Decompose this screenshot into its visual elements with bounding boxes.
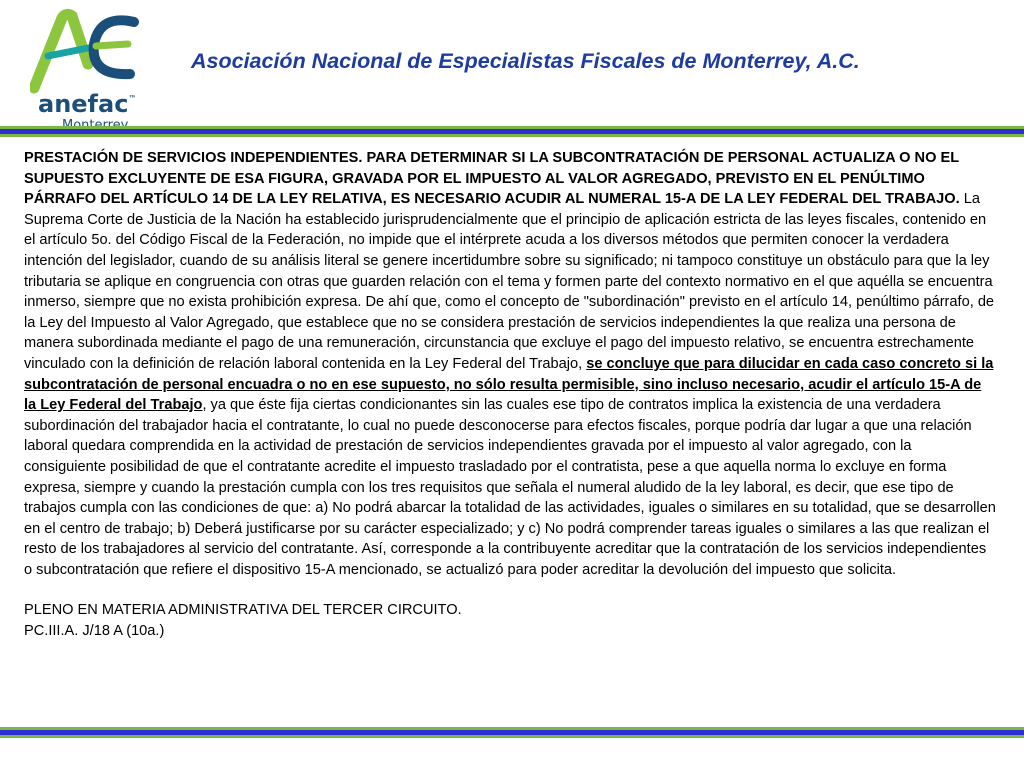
anefac-logo [30, 8, 150, 128]
thesis-paragraph [24, 148, 996, 580]
thesis-reference: PC.III.A. J/18 A (10a.) [24, 623, 165, 640]
thesis-text-1: La Suprema Corte de Justicia de la Nación ha establecido jurisprudencialmente que el principio de aplicación estricta de las leyes fiscales, contenido en el artículo 5o. del Código Fiscal de la Federación, no impide que el intérprete acuda a los diversos métodos que permiten conocer la verdadera intención del legislador, cuando de su análisis literal se genere incertidumbre sobre su significado; ni tampoco constituye un obstáculo para que la ley tributaria se aplique en congruencia con otras que guarden relación con el tema y formen parte del contexto normativo en el que aquélla se encuentra inmerso, siempre que no exista prohibición expresa. De ahí que, como el concepto de "subordinación" previsto en el artículo 14, penúltimo párrafo, de la Ley del Impuesto al Valor Agregado, que establece que no se considera prestación de servicios independientes la que realiza una persona de manera subordinada mediante el pago de una remuneración, circunstancia que excluye el pago del impuesto relativo, se encuentra estrechamente vinculado con la definición de relación laboral contenida en la Ley Federal del Trabajo, [24, 191, 995, 372]
thesis-body [24, 148, 996, 642]
top-divider-green-lower [0, 134, 1024, 137]
page-title: Asociación Nacional de Especialistas Fiscales de Monterrey, A.C. [191, 49, 860, 73]
thesis-text-2: , ya que éste fija ciertas condicionantes sin las cuales ese tipo de contratos implica la existencia de una verdadera subordinación del trabajador hacia el contratante, lo cual no puede desconocerse para efectos fiscales, porque podría dar lugar a que una relación laboral quedara comprendida en la actividad de prestación de servicios independientes gravada por el impuesto al valor agregado, con la consiguiente posibilidad de que el contratante acredite el impuesto trasladado por el contratista, pese a que aquella norma lo excluye en forma expresa, siempre y cuando la prestación cumpla con los tres requisitos que señala el numeral aludido de la ley laboral, es decir, que ese tipo de trabajos cumpla con las condiciones de que: a) No podrá abarcar la totalidad de las actividades, iguales o similares en su totalidad, que se desarrollen en el centro de trabajo; b) Deberá justificarse por su carácter especializado; y c) No podrá comprender tareas iguales o similares a las que realizan el resto de los trabajadores al servicio del contratante. Así, corresponde a la contribuyente acreditar que la contratación de los servicios independientes o subcontratación que refiere el dispositivo 15-A mencionado, se actualizó para poder acreditar la devolución del impuesto que solicita. [24, 397, 996, 578]
thesis-heading: PRESTACIÓN DE SERVICIOS INDEPENDIENTES. PARA DETERMINAR SI LA SUBCONTRATACIÓN DE PERSONAL ACTUALIZA O NO EL SUPUESTO EXCLUYENTE DE ESA FIGURA, GRAVADA POR EL IMPUESTO AL VALOR AGREGADO, PREVISTO EN EL PENÚLTIMO PÁRRAFO DEL ARTÍCULO 14 DE LA LEY RELATIVA, ES NECESARIO ACUDIR AL NUMERAL 15-A DE LA LEY FEDERAL DEL TRABAJO. [24, 150, 960, 208]
anefac-logo-mark-icon [30, 8, 150, 98]
bottom-divider-green-lower [0, 735, 1024, 738]
logo-wordmark: anefac™ [38, 90, 137, 118]
thesis-emphasis: se concluye que para dilucidar en cada caso concreto si la subcontratación de personal encuadra o no en ese supuesto, no sólo resulta permisible, sino incluso necesario, acudir el artículo 15-A de la Ley Federal del Trabajo [24, 355, 994, 414]
court-name: PLENO EN MATERIA ADMINISTRATIVA DEL TERCER CIRCUITO. [24, 602, 462, 619]
